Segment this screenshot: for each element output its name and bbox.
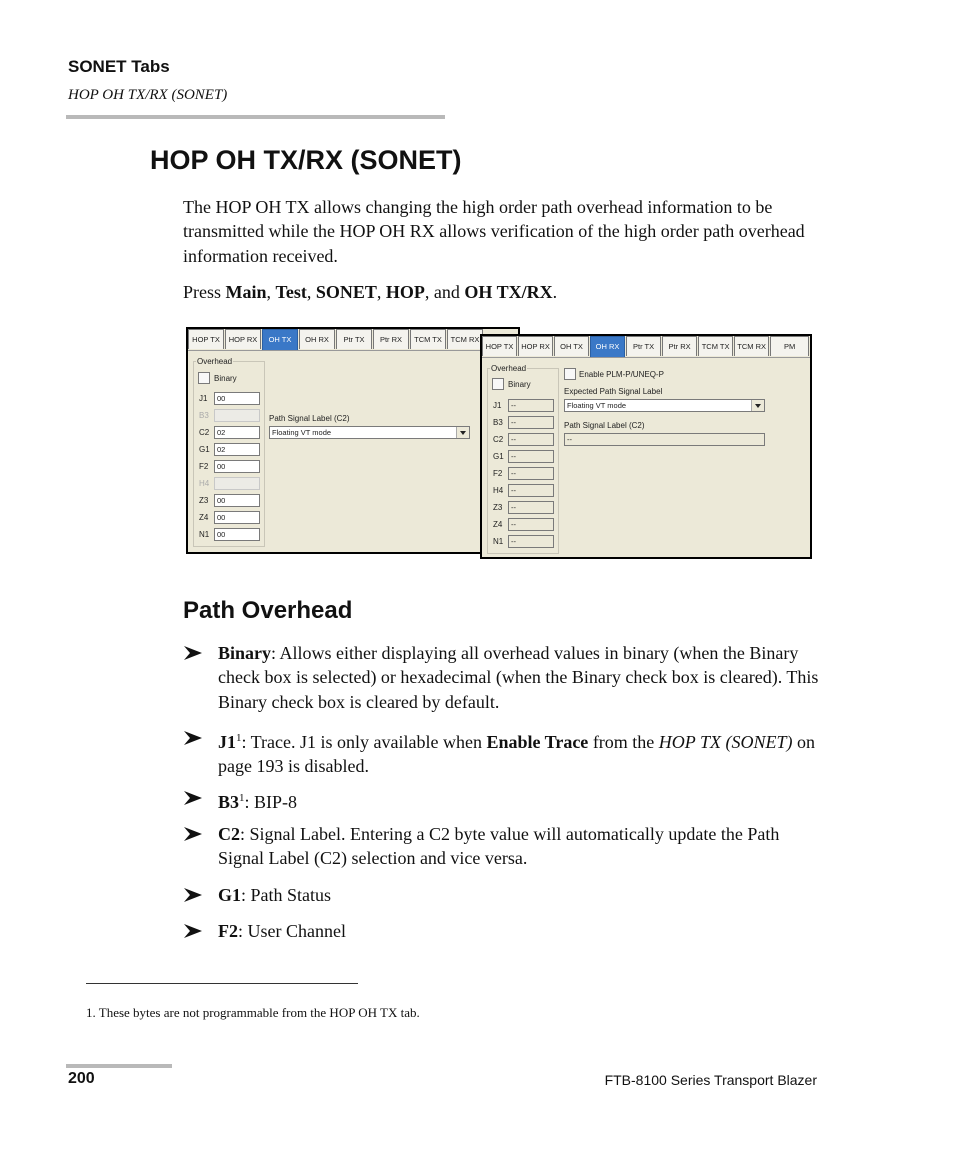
tab-tcm-tx[interactable]: TCM TX — [698, 336, 733, 356]
tab-oh-tx[interactable]: OH TX — [262, 329, 298, 351]
psl-field: -- — [564, 433, 765, 446]
h4-field: -- — [508, 484, 554, 497]
tab-tcm-rx[interactable]: TCM RX — [734, 336, 769, 356]
n1-label: N1 — [493, 537, 504, 546]
enable-plm-label: Enable PLM-P/UNEQ-P — [579, 370, 664, 379]
arrow-bullet-icon — [183, 886, 203, 904]
tab-tcm-rx[interactable]: TCM RX — [447, 329, 483, 349]
n1-field: -- — [508, 535, 554, 548]
tab-ptr-tx[interactable]: Ptr TX — [336, 329, 372, 349]
j1-label: J1 — [199, 394, 208, 403]
section-title: SONET Tabs — [68, 57, 170, 76]
j1-field: -- — [508, 399, 554, 412]
page-heading: HOP OH TX/RX (SONET) — [150, 145, 462, 175]
page-number: 200 — [68, 1070, 95, 1087]
binary-label: Binary — [214, 374, 237, 383]
list-item: Binary: Allows either displaying all overhead values in binary (when the Binary check box is selected) or hexadecimal (when the Binary check box is cleared). This Binary check box is cleared by default. — [183, 641, 823, 715]
intro-paragraph: The HOP OH TX allows changing the high order path overhead information to be transmitted while the HOP OH RX allows verification of the high order path overhead information received. — [183, 197, 805, 266]
expected-psl-label: Expected Path Signal Label — [564, 387, 663, 396]
psl-value: Floating VT mode — [272, 428, 332, 437]
h4-label: H4 — [199, 479, 210, 488]
binary-checkbox[interactable] — [198, 372, 210, 384]
z3-label: Z3 — [493, 503, 503, 512]
expected-psl-value: Floating VT mode — [567, 401, 627, 410]
tab-ptr-rx[interactable]: Ptr RX — [373, 329, 409, 349]
c2-field: -- — [508, 433, 554, 446]
tab-hop-tx[interactable]: HOP TX — [482, 336, 517, 356]
z4-field: -- — [508, 518, 554, 531]
b3-label: B3 — [199, 411, 209, 420]
arrow-bullet-icon — [183, 825, 203, 843]
n1-field[interactable]: 00 — [214, 528, 260, 541]
tab-hop-rx[interactable]: HOP RX — [225, 329, 261, 349]
j1-label: J1 — [493, 401, 502, 410]
f2-field[interactable]: 00 — [214, 460, 260, 473]
z4-label: Z4 — [493, 520, 503, 529]
b3-label: B3 — [493, 418, 503, 427]
list-item: F2: User Channel — [183, 919, 823, 945]
c2-field[interactable]: 02 — [214, 426, 260, 439]
footnote: 1. These bytes are not programmable from the HOP OH TX tab. — [86, 1005, 420, 1020]
overhead-group-label: Overhead — [491, 364, 527, 373]
tab-oh-tx[interactable]: OH TX — [554, 336, 589, 356]
chevron-down-icon[interactable] — [456, 427, 469, 438]
z3-label: Z3 — [199, 496, 209, 505]
psl-label: Path Signal Label (C2) — [564, 421, 645, 430]
footer-rule — [66, 1064, 172, 1068]
section-subtitle: HOP OH TX/RX (SONET) — [68, 87, 228, 103]
oh-rx-screenshot — [480, 334, 812, 559]
psl-label: Path Signal Label (C2) — [269, 414, 350, 423]
tab-oh-rx[interactable]: OH RX — [590, 336, 625, 358]
header-rule — [66, 115, 445, 119]
list-item: C2: Signal Label. Entering a C2 byte value will automatically update the Path Signal Label (C2) selection and vice versa. — [183, 822, 823, 872]
arrow-bullet-icon — [183, 922, 203, 940]
arrow-bullet-icon — [183, 729, 203, 747]
list-item: $B3^1$: BIP-8 — [183, 786, 823, 812]
n1-label: N1 — [199, 530, 210, 539]
tab-oh-rx[interactable]: OH RX — [299, 329, 335, 349]
c2-label: C2 — [493, 435, 504, 444]
press-instructions: Press Main, Test, SONET, HOP, and OH TX/RX. — [183, 282, 558, 302]
f2-label: F2 — [493, 469, 503, 478]
c2-label: C2 — [199, 428, 210, 437]
arrow-bullet-icon — [183, 789, 203, 807]
list-item: G1: Path Status — [183, 883, 823, 909]
g1-label: G1 — [199, 445, 210, 454]
h4-field — [214, 477, 260, 490]
chevron-down-icon[interactable] — [751, 400, 764, 411]
enable-plm-checkbox[interactable] — [564, 368, 576, 380]
oh-tx-screenshot — [186, 327, 520, 554]
b3-field: -- — [508, 416, 554, 429]
tab-ptr-tx[interactable]: Ptr TX — [626, 336, 661, 356]
footnote-rule — [86, 983, 358, 984]
f2-field: -- — [508, 467, 554, 480]
g1-field: -- — [508, 450, 554, 463]
psl-dropdown[interactable] — [269, 426, 470, 439]
arrow-bullet-icon — [183, 644, 203, 662]
section-heading: Path Overhead — [183, 597, 353, 624]
tab-hop-tx[interactable]: HOP TX — [188, 329, 224, 349]
g1-label: G1 — [493, 452, 504, 461]
tx-tab-bar — [188, 329, 518, 351]
b3-field — [214, 409, 260, 422]
product-name: FTB-8100 Series Transport Blazer — [604, 1072, 817, 1088]
z4-field[interactable]: 00 — [214, 511, 260, 524]
list-item: $J1^1$: Trace. J1 is only available when Enable Trace from the HOP TX (SONET) on page 193 is disabled. — [183, 726, 823, 776]
tab-pm[interactable]: PM — [770, 336, 809, 356]
z3-field[interactable]: 00 — [214, 494, 260, 507]
expected-psl-dropdown[interactable] — [564, 399, 765, 412]
binary-label: Binary — [508, 380, 531, 389]
f2-label: F2 — [199, 462, 209, 471]
tab-tcm-tx[interactable]: TCM TX — [410, 329, 446, 349]
tab-hop-rx[interactable]: HOP RX — [518, 336, 553, 356]
h4-label: H4 — [493, 486, 504, 495]
g1-field[interactable]: 02 — [214, 443, 260, 456]
binary-checkbox[interactable] — [492, 378, 504, 390]
j1-field[interactable]: 00 — [214, 392, 260, 405]
tab-ptr-rx[interactable]: Ptr RX — [662, 336, 697, 356]
overhead-group-label: Overhead — [197, 357, 233, 366]
z3-field: -- — [508, 501, 554, 514]
z4-label: Z4 — [199, 513, 209, 522]
rx-tab-bar — [482, 336, 810, 358]
